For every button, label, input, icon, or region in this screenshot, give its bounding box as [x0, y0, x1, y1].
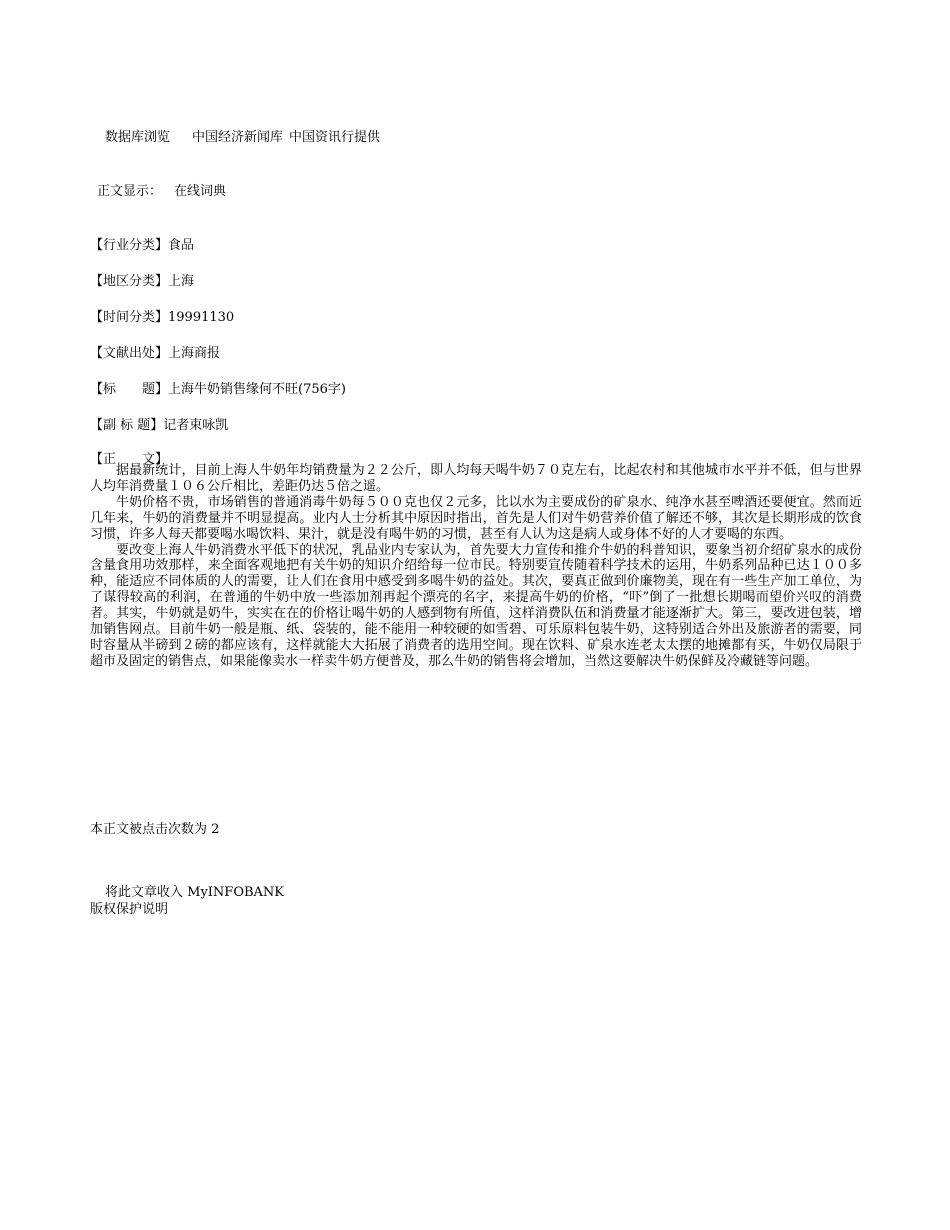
- meta-label: 【文献出处】: [90, 346, 169, 361]
- meta-date: [90, 306, 234, 325]
- header-bar: [105, 126, 380, 145]
- meta-value: 19991130: [168, 310, 235, 325]
- meta-value: 上海: [168, 274, 195, 289]
- meta-label: 【时间分类】: [90, 310, 169, 325]
- meta-label: 【正 文】: [90, 452, 169, 467]
- meta-source: [90, 342, 220, 361]
- database-browse-link[interactable]: 数据库浏览: [105, 130, 171, 145]
- provider-label: 中国资讯行提供: [289, 130, 381, 145]
- meta-label: 【副 标 题】: [90, 418, 164, 433]
- meta-label: 【地区分类】: [90, 274, 169, 289]
- meta-subtitle: [90, 414, 228, 433]
- meta-label: 【标 题】: [90, 382, 169, 397]
- display-bar: [97, 180, 226, 199]
- display-label: 正文显示：: [97, 184, 163, 199]
- meta-title: [90, 378, 346, 397]
- save-to-myinfobank-link[interactable]: 将此文章收入 MyINFOBANK: [105, 885, 285, 900]
- body-paragraph: 牛奶价格不贵，市场销售的普通消毒牛奶每５００克也仅２元多，比以水为主要成份的矿泉水、纯净水甚至啤酒还要便宜。然而近几年来，牛奶的消费量并不明显提高。业内人士分析其中原因时指出，首先是人们对牛奶营养价值了解还不够，其次是长期形成的饮食习惯，许多人每天都要喝水喝饮料、果汁，就是没有喝牛奶的习惯，甚至有人认为这是病人或身体不好的人才要喝的东西。: [90, 494, 862, 542]
- meta-label: 【行业分类】: [90, 238, 169, 253]
- copyright-notice-link[interactable]: 版权保护说明: [90, 902, 169, 917]
- meta-value: 上海牛奶销售缘何不旺(756字): [168, 382, 346, 397]
- online-dictionary-link[interactable]: 在线词典: [174, 184, 227, 199]
- database-name-link[interactable]: 中国经济新闻库: [192, 130, 284, 145]
- meta-region: [90, 270, 194, 289]
- article-body: [90, 463, 862, 670]
- meta-value: 记者束咏凯: [163, 418, 229, 433]
- body-paragraph: 要改变上海人牛奶消费水平低下的状况，乳品业内专家认为，首先要大力宣传和推介牛奶的科普知识，要象当初介绍矿泉水的成份含量食用功效那样，来全面客观地把有关牛奶的知识介绍给每一位市民。特别要宣传随着科学技术的运用，牛奶系列品种已达１００多种，能适应不同体质的人的需要，让人们在食用中感受到多喝牛奶的益处。其次，要真正做到价廉物美，现在有一些生产加工单位，为了谋得较高的利润，在普通的牛奶中放一些添加剂再起个漂亮的名字，来提高牛奶的价格，“吓”倒了一批想长期喝而望价兴叹的消费者。其实，牛奶就是奶牛，实实在在的价格让喝牛奶的人感到物有所值，这样消费队伍和消费量才能逐渐扩大。第三，要改进包装，增加销售网点。目前牛奶一般是瓶、纸、袋装的，能不能用一种较硬的如雪碧、可乐原料包装牛奶，这特别适合外出及旅游者的需要，同时容量从半磅到２磅的都应该有，这样就能大大拓展了消费者的选用空间。现在饮料、矿泉水连老太太摆的地摊都有买，牛奶仅局限于超市及固定的销售点，如果能像卖水一样卖牛奶方便普及，那么牛奶的销售将会增加，当然这要解决牛奶保鲜及冷藏链等问题。: [90, 542, 862, 669]
- hit-counter: [90, 818, 219, 837]
- hit-counter-label: 本正文被点击次数为: [90, 822, 208, 837]
- hit-counter-value: 2: [211, 822, 220, 837]
- body-paragraph: 据最新统计，目前上海人牛奶年均销费量为２２公斤，即人均每天喝牛奶７０克左右，比起农村和其他城市水平并不低，但与世界人均年消费量１０６公斤相比，差距仍达５倍之遥。: [90, 463, 862, 494]
- meta-value: 食品: [168, 238, 195, 253]
- meta-value: 上海商报: [168, 346, 221, 361]
- meta-industry: [90, 234, 194, 253]
